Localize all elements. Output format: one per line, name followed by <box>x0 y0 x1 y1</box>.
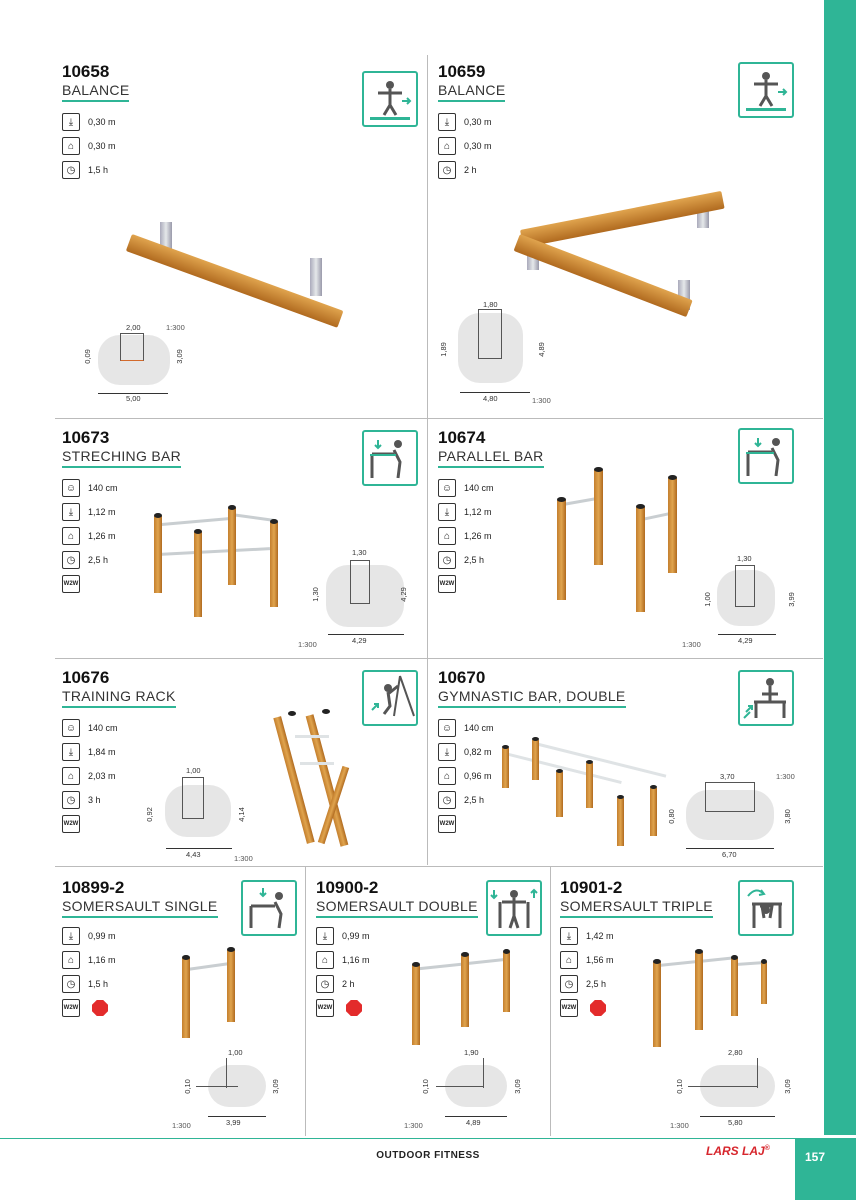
age-icon: ☺ <box>62 719 80 737</box>
product-code: 10900-2 <box>316 878 379 897</box>
fall-height-icon: ⤓ <box>62 927 80 945</box>
w2w-badge-icon: W2W <box>62 999 80 1017</box>
column-divider <box>427 55 428 865</box>
row-divider <box>55 418 823 419</box>
w2w-badge-icon: W2W <box>438 815 456 833</box>
product-code: 10673 <box>62 428 110 447</box>
footer-rule <box>0 1138 856 1139</box>
product-name: BALANCE <box>62 82 129 102</box>
product-name: SOMERSAULT DOUBLE <box>316 898 478 918</box>
product-code: 10676 <box>62 668 110 687</box>
product-name: GYMNASTIC BAR, DOUBLE <box>438 688 626 708</box>
install-time-icon: ◷ <box>62 161 80 179</box>
gymnastic-bar-pictogram-icon <box>738 670 794 726</box>
install-time-icon: ◷ <box>62 551 80 569</box>
product-name: TRAINING RACK <box>62 688 176 708</box>
stretching-pictogram-icon <box>362 430 418 486</box>
product-name: SOMERSAULT SINGLE <box>62 898 218 918</box>
somersault-pictogram-icon <box>738 880 794 936</box>
install-time-icon: ◷ <box>438 791 456 809</box>
fall-height-icon: ⤓ <box>62 113 80 131</box>
product-code: 10901-2 <box>560 878 623 897</box>
somersault-pictogram-icon <box>486 880 542 936</box>
column-divider <box>305 866 306 1136</box>
age-icon: ☺ <box>438 479 456 497</box>
parallel-bar-pictogram-icon <box>738 428 794 484</box>
product-10670: 10670 GYMNASTIC BAR, DOUBLE ☺ 140 cm ⤓ 0,82 m ⌂ 0,96 m ◷ 2,5 h W2W <box>438 668 626 836</box>
product-10901-2: 10901-2 SOMERSAULT TRIPLE ⤓ 1,42 m ⌂ 1,56 m ◷ 2,5 h W2W <box>560 878 713 1020</box>
side-accent-strip <box>824 0 856 1135</box>
free-height-icon: ⌂ <box>62 137 80 155</box>
install-time-icon: ◷ <box>62 791 80 809</box>
free-height-icon: ⌂ <box>62 951 80 969</box>
footer-section-title: OUTDOOR FITNESS <box>376 1150 480 1161</box>
product-code: 10674 <box>438 428 486 447</box>
balance-pictogram-icon <box>738 62 794 118</box>
free-height-icon: ⌂ <box>560 951 578 969</box>
fall-height-icon: ⤓ <box>438 743 456 761</box>
fall-height-icon: ⤓ <box>316 927 334 945</box>
fall-height-icon: ⤓ <box>62 503 80 521</box>
age-restriction-stop-icon <box>590 1000 606 1016</box>
row-divider <box>55 866 823 867</box>
fall-height-icon: ⤓ <box>438 113 456 131</box>
product-code: 10899-2 <box>62 878 125 897</box>
product-code: 10658 <box>62 62 110 81</box>
age-restriction-stop-icon <box>92 1000 108 1016</box>
product-code: 10659 <box>438 62 486 81</box>
product-code: 10670 <box>438 668 486 687</box>
install-time-icon: ◷ <box>438 161 456 179</box>
product-10900-2: 10900-2 SOMERSAULT DOUBLE ⤓ 0,99 m ⌂ 1,16 m ◷ 2 h W2W <box>316 878 478 1020</box>
product-10659: 10659 BALANCE ⤓ 0,30 m ⌂ 0,30 m ◷ 2 h <box>438 62 505 182</box>
install-time-icon: ◷ <box>438 551 456 569</box>
w2w-badge-icon: W2W <box>560 999 578 1017</box>
page-number: 157 <box>804 1150 826 1164</box>
w2w-badge-icon: W2W <box>438 575 456 593</box>
fall-height-icon: ⤓ <box>62 743 80 761</box>
age-icon: ☺ <box>438 719 456 737</box>
age-restriction-stop-icon <box>346 1000 362 1016</box>
age-icon: ☺ <box>62 479 80 497</box>
training-rack-pictogram-icon <box>362 670 418 726</box>
product-10676: 10676 TRAINING RACK ☺ 140 cm ⤓ 1,84 m ⌂ 2,03 m ◷ 3 h W2W <box>62 668 176 836</box>
brand-logo: LARS LAJ® <box>706 1144 770 1158</box>
fall-height-icon: ⤓ <box>560 927 578 945</box>
install-time-icon: ◷ <box>316 975 334 993</box>
balance-pictogram-icon <box>362 71 418 127</box>
install-time-icon: ◷ <box>62 975 80 993</box>
product-10674: 10674 PARALLEL BAR ☺ 140 cm ⤓ 1,12 m ⌂ 1,26 m ◷ 2,5 h W2W <box>438 428 544 596</box>
product-name: SOMERSAULT TRIPLE <box>560 898 713 918</box>
free-height-icon: ⌂ <box>438 767 456 785</box>
w2w-badge-icon: W2W <box>62 815 80 833</box>
product-10899-2: 10899-2 SOMERSAULT SINGLE ⤓ 0,99 m ⌂ 1,16 m ◷ 1,5 h W2W <box>62 878 218 1020</box>
fall-height-icon: ⤓ <box>438 503 456 521</box>
product-name: BALANCE <box>438 82 505 102</box>
free-height-icon: ⌂ <box>316 951 334 969</box>
w2w-badge-icon: W2W <box>62 575 80 593</box>
product-10673: 10673 STRECHING BAR ☺ 140 cm ⤓ 1,12 m ⌂ 1,26 m ◷ 2,5 h W2W <box>62 428 181 596</box>
product-10658: 10658 BALANCE ⤓ 0,30 m ⌂ 0,30 m ◷ 1,5 h <box>62 62 129 182</box>
somersault-pictogram-icon <box>241 880 297 936</box>
free-height-icon: ⌂ <box>438 137 456 155</box>
free-height-icon: ⌂ <box>62 767 80 785</box>
free-height-icon: ⌂ <box>438 527 456 545</box>
w2w-badge-icon: W2W <box>316 999 334 1017</box>
page-number-tab <box>795 1138 856 1200</box>
product-name: PARALLEL BAR <box>438 448 544 468</box>
column-divider <box>550 866 551 1136</box>
row-divider <box>55 658 823 659</box>
install-time-icon: ◷ <box>560 975 578 993</box>
product-name: STRECHING BAR <box>62 448 181 468</box>
free-height-icon: ⌂ <box>62 527 80 545</box>
